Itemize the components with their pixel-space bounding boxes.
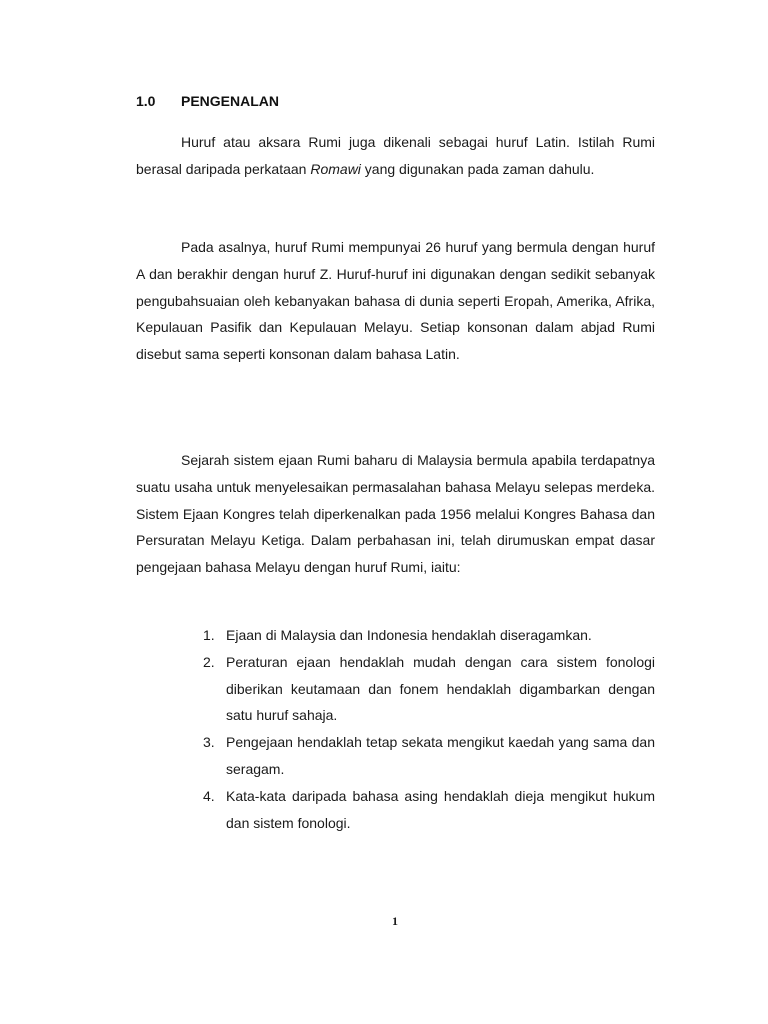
list-item	[181, 622, 655, 649]
list-marker: 4.	[203, 787, 215, 804]
list-marker: 3.	[203, 734, 215, 751]
list-marker: 1.	[203, 627, 215, 643]
list-item	[181, 783, 655, 837]
list-marker: 2.	[203, 653, 215, 670]
paragraph-1-italic-term: Romawi	[310, 160, 361, 177]
list-item-text: Pengejaan hendaklah tetap sekata mengikut kaedah yang sama dan seragam.	[226, 734, 655, 777]
list-item-text: Peraturan ejaan hendaklah mudah dengan cara sistem fonologi diberikan keutamaan dan fonem hendaklah digambarkan dengan satu huruf sahaja.	[226, 653, 655, 724]
section-number: 1.0	[136, 93, 156, 109]
list-item	[181, 729, 655, 783]
paragraph-1	[136, 129, 655, 183]
paragraph-2: Pada asalnya, huruf Rumi mempunyai 26 huruf yang bermula dengan huruf A dan berakhir dengan huruf Z. Huruf-huruf ini digunakan dengan sedikit sebanyak pengubahsuaian oleh kebanyakan bahasa di dunia seperti Eropah, Amerika, Afrika, Kepulauan Pasifik dan Kepulauan Melayu. Setiap konsonan dalam abjad Rumi disebut sama seperti konsonan dalam bahasa Latin.	[136, 239, 655, 363]
list-item-text: Kata-kata daripada bahasa asing hendaklah dieja mengikut hukum dan sistem fonologi.	[226, 787, 655, 831]
section-title: PENGENALAN	[181, 93, 280, 109]
page-number: 1	[392, 914, 398, 928]
paragraph-1-text-b: yang digunakan pada zaman dahulu.	[360, 160, 595, 177]
numbered-list	[181, 622, 655, 836]
list-item	[181, 649, 655, 729]
paragraph-3: Sejarah sistem ejaan Rumi baharu di Malaysia bermula apabila terdapatnya suatu usaha untuk menyelesaikan permasalahan bahasa Melayu selepas merdeka. Sistem Ejaan Kongres telah diperkenalkan pada 1956 melalui Kongres Bahasa dan Persuratan Melayu Ketiga. Dalam perbahasan ini, telah dirumuskan empat dasar pengejaan bahasa Melayu dengan huruf Rumi, iaitu:	[136, 452, 655, 576]
list-item-text: Ejaan di Malaysia dan Indonesia hendaklah diseragamkan.	[226, 627, 592, 643]
paragraph-1-text-a: Huruf atau aksara Rumi juga dikenali sebagai huruf Latin. Istilah Rumi berasal daripada perkataan	[136, 134, 655, 177]
section-heading	[136, 93, 279, 109]
